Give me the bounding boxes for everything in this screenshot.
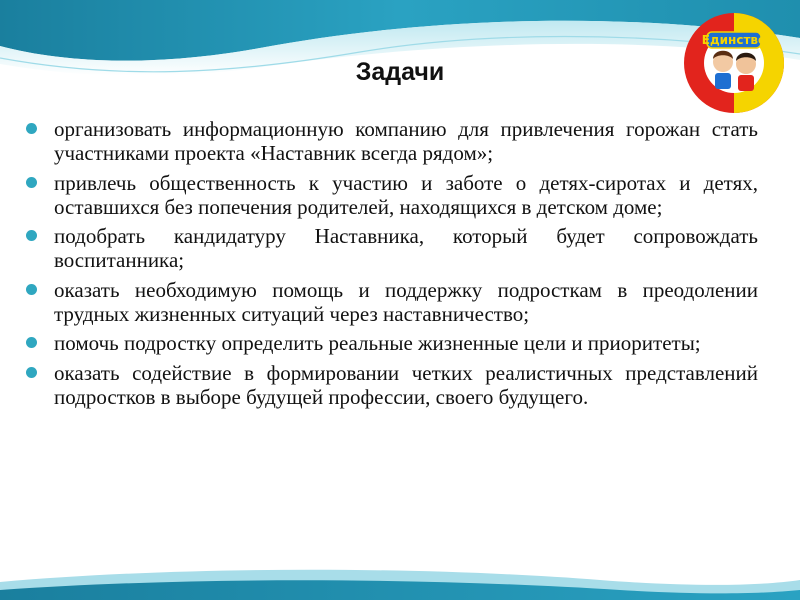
task-text: организовать информационную компанию для привлечения горожан стать участниками проекта «Наставник всегда рядом»; <box>54 117 758 165</box>
task-item <box>22 361 758 409</box>
bullet-icon <box>26 284 37 295</box>
logo-text: Единство <box>701 33 767 47</box>
footer-wave-decoration <box>0 560 800 600</box>
task-text: оказать содействие в формировании четких реалистичных представлений подростков в выборе будущей профессии, своего будущего. <box>54 360 758 409</box>
bullet-icon <box>26 367 37 378</box>
task-item <box>22 171 758 219</box>
task-text: подобрать кандидатуру Наставника, который будет сопровождать воспитанника; <box>54 224 758 272</box>
bullet-icon <box>26 337 37 348</box>
task-item <box>22 224 758 272</box>
bullet-icon <box>26 123 37 134</box>
bullet-icon <box>26 177 37 188</box>
task-item <box>22 117 758 165</box>
task-item <box>22 331 758 355</box>
task-item <box>22 278 758 326</box>
task-text: привлечь общественность к участию и заботе о детях-сиротах и детях, оставшихся без попечения родителей, находящихся в детском доме; <box>54 170 758 219</box>
task-list <box>22 117 758 414</box>
task-text: помочь подростку определить реальные жизненные цели и приоритеты; <box>54 331 701 355</box>
slide-title: Задачи <box>355 58 445 86</box>
bullet-icon <box>26 230 37 241</box>
task-text: оказать необходимую помощь и поддержку подросткам в преодолении трудных жизненных ситуаций через наставничество; <box>54 277 758 326</box>
